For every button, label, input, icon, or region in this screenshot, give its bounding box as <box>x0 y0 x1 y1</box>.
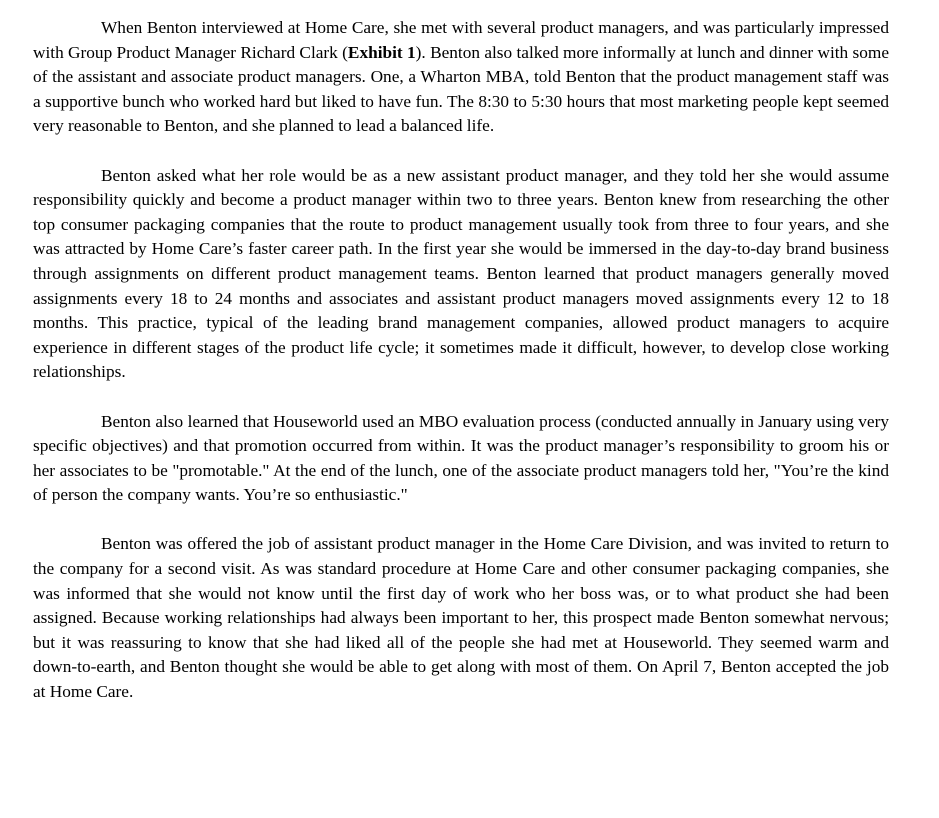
paragraph-1 <box>33 16 889 139</box>
document-body <box>33 16 889 705</box>
paragraph-1-text-after: ). Benton also talked more informally at lunch and dinner with some of the assistant and associate product managers. One, a Wharton MBA, told Benton that the product management staff was a supportive bunch who worked hard but liked to have fun. The 8:30 to 5:30 hours that most marketing people kept seemed very reasonable to Benton, and she planned to lead a balanced life. <box>33 42 890 136</box>
paragraph-3: Benton also learned that Houseworld used an MBO evaluation process (conducted annually in January using very specific objectives) and that promotion occurred from within. It was the product manager’s responsibility to groom his or her associates to be "promotable." At the end of the lunch, one of the associate product managers told her, "You’re the kind of person the company wants. You’re so enthusiastic." <box>33 411 889 505</box>
exhibit-reference: Exhibit 1 <box>347 42 416 62</box>
paragraph-1-text-before: When Benton interviewed at Home Care, she met with several product managers, and was particularly impressed with Group Product Manager Richard Clark ( <box>33 18 889 62</box>
paragraph-4: Benton was offered the job of assistant product manager in the Home Care Division, and was invited to return to the company for a second visit. As was standard procedure at Home Care and other consumer packaging companies, she was informed that she would not know until the first day of work who her boss was, or to what product she had been assigned. Because working relationships had always been important to her, this prospect made Benton somewhat nervous; but it was reassuring to know that she had liked all of the people she had met at Houseworld. They seemed warm and down-to-earth, and Benton thought she would be able to get along with most of them. On April 7, Benton accepted the job at Home Care. <box>33 534 889 702</box>
paragraph-2: Benton asked what her role would be as a new assistant product manager, and they told her she would assume responsibility quickly and become a product manager within two to three years. Benton knew from researching the other top consumer packaging companies that the route to product management usually took from three to four years, and she was attracted by Home Care’s faster career path. In the first year she would be immersed in the day-to-day brand business through assignments on different product management teams. Benton learned that product managers generally moved assignments every 18 to 24 months and associates and assistant product managers moved assignments every 12 to 18 months. This practice, typical of the leading brand management companies, allowed product managers to acquire experience in different stages of the product life cycle; it sometimes made it difficult, however, to develop close working relationships. <box>33 165 889 382</box>
